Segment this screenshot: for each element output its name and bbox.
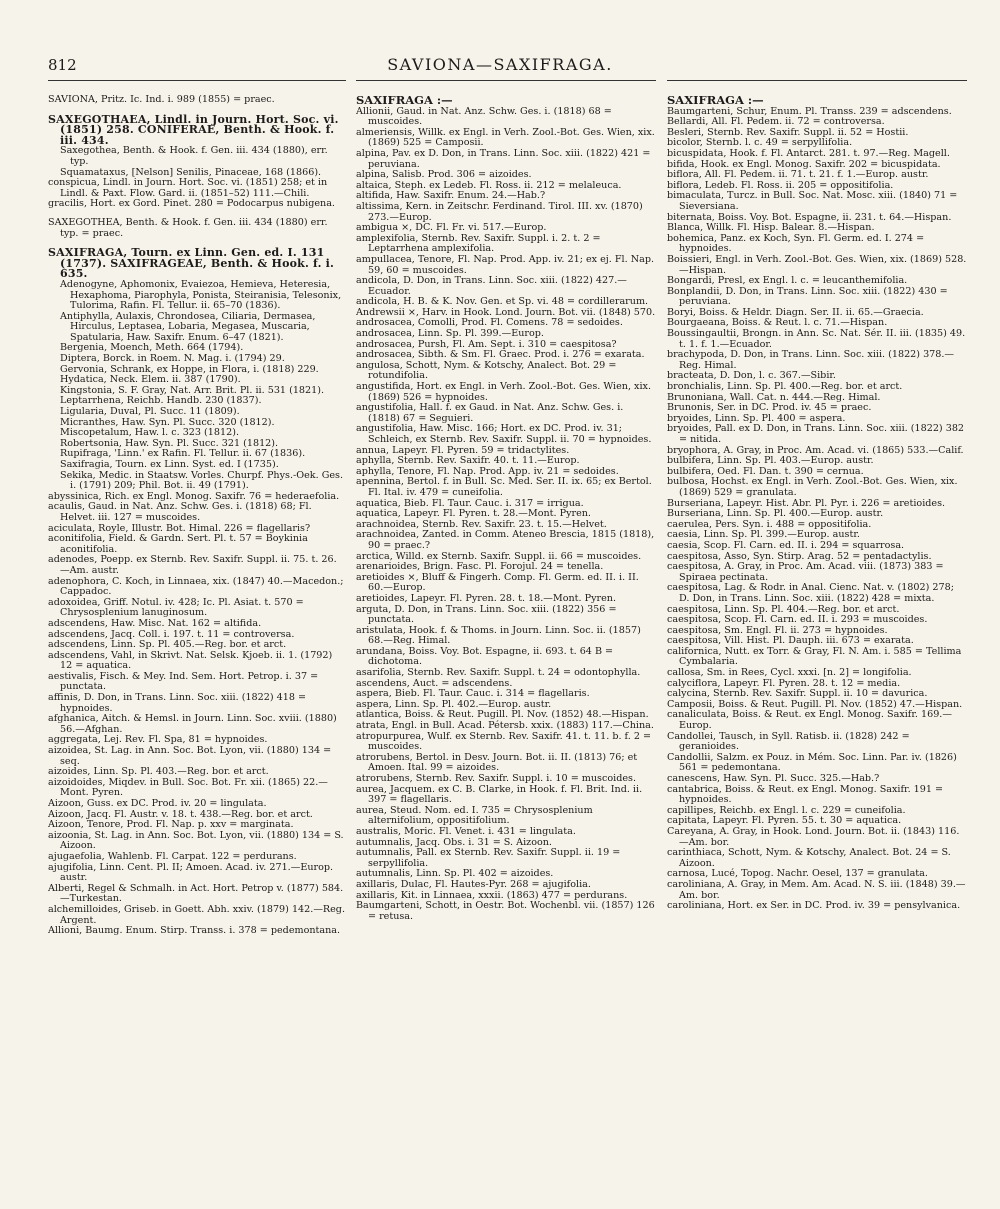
index-entry: bryoides, Pall. ex D. Don, in Trans. Linn. Soc. xiii. (1822) 382 = nitida. — [667, 423, 965, 445]
index-entry: bohemica, Panz. ex Koch, Syn. Fl. Germ. ed. I. 274 = hypnoides. — [667, 232, 925, 255]
index-entry: bronchialis, Linn. Sp. Pl. 400.—Reg. bor. et arct. — [667, 381, 903, 393]
index-entry: Boissieri, Engl. in Verh. Zool.-Bot. Ges. Wien, xix. (1869) 528.—Hispan. — [667, 253, 967, 276]
column-1 — [48, 95, 346, 1159]
index-entry: androsacea, Comolli, Prod. Fl. Comens. 78 = sedoides. — [356, 317, 623, 329]
index-entry: Baumgarteni, Schur, Enum. Pl. Transs. 239 = adscendens. — [667, 105, 952, 117]
index-entry: Aizoon, Tenore, Prod. Fl. Nap. p. xxv = marginata. — [48, 819, 294, 831]
index-entry: ajugaefolia, Wahlenb. Fl. Carpat. 122 = perdurans. — [48, 850, 297, 862]
index-entry: angustifolia, Haw. Misc. 166; Hort. ex DC. Prod. iv. 31; Schleich, ex Sternb. Rev. Saxifr. Suppl. ii. 70 = hypnoides. — [356, 423, 652, 445]
index-entry: aphylla, Tenore, Fl. Nap. Prod. App. iv. 21 = sedoides. — [356, 465, 619, 477]
index-entry: SAXEGOTHAEA, Lindl. in Journ. Hort. Soc. vi. (1851) 258. CONIFERAE, Benth. & Hook. f. iii. 434. — [48, 112, 339, 147]
index-entry: aphylla, Sternb. Rev. Saxifr. 40. t. 11.—Europ. — [356, 455, 580, 467]
index-entry: Boryi, Boiss. & Heldr. Diagn. Ser. II. ii. 65.—Graecia. — [667, 306, 924, 318]
index-entry: Burseriana, Linn. Sp. Pl. 400.—Europ. austr. — [667, 508, 884, 520]
index-entry: bracteata, D. Don, l. c. 367.—Sibir. — [667, 370, 836, 382]
index-entry: adscendens, Linn. Sp. Pl. 405.—Reg. bor. et arct. — [48, 639, 287, 651]
index-entry: aizoides, Linn. Sp. Pl. 403.—Reg. bor. et arct. — [48, 766, 269, 778]
index-entry: Brunoniana, Wall. Cat. n. 444.—Reg. Himal. — [667, 391, 881, 403]
index-entry: aurea, Steud. Nom. ed. I. 735 = Chrysosplenium alternifolium, oppositifolium. — [356, 804, 593, 827]
index-entry: asarifolia, Sternb. Rev. Saxifr. Suppl. t. 24 = odontophylla. — [356, 667, 641, 679]
index-entry: caespitosa, A. Gray, in Proc. Am. Acad. viii. (1873) 383 = Spiraea pectinata. — [667, 561, 944, 583]
index-entry: autumnalis, Linn. Sp. Pl. 402 = aizoides. — [356, 868, 554, 880]
index-entry: capillipes, Reichb. ex Engl. l. c. 229 = cuneifolia. — [667, 804, 906, 816]
index-entry: caroliniana, Hort. ex Ser. in DC. Prod. iv. 39 = pensylvanica. — [667, 900, 961, 912]
index-entry: axillaris, Kit. in Linnaea, xxxii. (1863) 477 = perdurans. — [356, 889, 628, 901]
index-entry: ascendens, Auct. = adscendens. — [356, 677, 513, 689]
index-entry: angulosa, Schott, Nym. & Kotschy, Analect. Bot. 29 = rotundifolia. — [356, 359, 617, 382]
column-3 — [667, 95, 967, 1159]
index-entry: altissima, Kern. in Zeitschr. Ferdinand. Tirol. III. xv. (1870) 273.—Europ. — [356, 200, 643, 223]
index-entry: adenophora, C. Koch, in Linnaea, xix. (1847) 40.—Macedon.; Cappadoc. — [48, 575, 344, 598]
column-2 — [356, 95, 656, 1159]
index-entry: Bergenia, Moench, Meth. 664 (1794). — [60, 342, 244, 354]
index-entry: androsacea, Pursh, Fl. Am. Sept. i. 310 = caespitosa? — [356, 338, 617, 350]
index-entry: canaliculata, Boiss. & Reut. ex Engl. Monog. Saxifr. 169.—Europ. — [667, 709, 952, 732]
index-entry: caespitosa, Linn. Sp. Pl. 404.—Reg. bor. et arct. — [667, 603, 900, 615]
index-entry: callosa, Sm. in Rees, Cycl. xxxi. [n. 2] = longifolia. — [667, 667, 912, 679]
index-entry: ambigua ×, DC. Fl. Fr. vi. 517.—Europ. — [356, 222, 547, 234]
index-entry: caespitosa, Scop. Fl. Carn. ed. II. i. 293 = muscoides. — [667, 614, 928, 626]
index-entry: caespitosa, Asso, Syn. Stirp. Arag. 52 = pentadactylis. — [667, 550, 932, 562]
index-entry: bulbosa, Hochst. ex Engl. in Verh. Zool.-Bot. Ges. Wien, xix. (1869) 529 = granulata. — [667, 476, 958, 498]
index-entry: bimaculata, Turcz. in Bull. Soc. Nat. Mosc. xiii. (1840) 71 = Sieversiana. — [667, 190, 958, 212]
index-entry: andicola, H. B. & K. Nov. Gen. et Sp. vi. 48 = cordillerarum. — [356, 296, 649, 308]
index-entry: Bongardi, Presl, ex Engl. l. c. = leucanthemifolia. — [667, 275, 908, 287]
index-entry: Brunonis, Ser. in DC. Prod. iv. 45 = praec. — [667, 402, 872, 414]
index-entry: SAXIFRAGA, Tourn. ex Linn. Gen. ed. I. 131 (1737). SAXIFRAGEAE, Benth. & Hook. f. i. 635. — [48, 246, 335, 281]
index-entry: Hydatica, Neck. Elem. ii. 387 (1790). — [60, 374, 241, 386]
index-entry: Aizoon, Guss. ex DC. Prod. iv. 20 = lingulata. — [48, 798, 267, 809]
index-entry: aquatica, Lapeyr. Fl. Pyren. t. 28.—Mont. Pyren. — [356, 508, 591, 520]
index-entry: angustifolia, Hall. f. ex Gaud. in Nat. Anz. Schw. Ges. i. (1818) 67 = Seguieri. — [356, 402, 624, 424]
index-entry: Micranthes, Haw. Syn. Pl. Succ. 320 (1812). — [60, 416, 275, 428]
index-entry: biflora, Ledeb. Fl. Ross. ii. 205 = oppositifolia. — [667, 179, 894, 191]
index-entry: caespitosa, Vill. Hist. Pl. Dauph. iii. 673 = exarata. — [667, 635, 914, 647]
index-entry: Burseriana, Lapeyr. Hist. Abr. Pl. Pyr. i. 226 = aretioides. — [667, 497, 946, 509]
index-entry: Squamataxus, [Nelson] Senilis, Pinaceae, 168 (1866). — [60, 166, 322, 178]
index-entry: bicolor, Sternb. l. c. 49 = serpyllifolia. — [667, 137, 853, 149]
index-entry: arguta, D. Don, in Trans. Linn. Soc. xiii. (1822) 356 = punctata. — [356, 603, 617, 626]
index-entry: bryophora, A. Gray, in Proc. Am. Acad. vi. (1865) 533.—Calif. — [667, 444, 964, 456]
index-entry: capitata, Lapeyr. Fl. Pyren. 55. t. 30 = aquatica. — [667, 815, 902, 827]
index-entry: caespitosa, Lag. & Rodr. in Anal. Cienc. Nat. v. (1802) 278; D. Don, in Trans. Linn. Soc. xiii. (1822) 428 = mixta. — [667, 582, 954, 604]
index-entry: atrorubens, Bertol. in Desv. Journ. Bot. ii. II. (1813) 76; et Amoen. Ital. 99 = aizoides. — [356, 751, 638, 774]
index-entry: affinis, D. Don, in Trans. Linn. Soc. xiii. (1822) 418 = hypnoides. — [48, 692, 307, 714]
index-entry: altaica, Steph. ex Ledeb. Fl. Ross. ii. 212 = melaleuca. — [356, 179, 622, 191]
index-entry: canescens, Haw. Syn. Pl. Succ. 325.—Hab.? — [667, 773, 880, 784]
index-entry: Allioni, Baumg. Enum. Stirp. Transs. i. 378 = pedemontana. — [48, 925, 341, 937]
index-entry: Rupifraga, 'Linn.' ex Rafin. Fl. Tellur. ii. 67 (1836). — [60, 448, 306, 460]
index-entry: Bourgaeana, Boiss. & Reut. l. c. 71.—Hispan. — [667, 317, 888, 329]
index-entry: caesia, Linn. Sp. Pl. 399.—Europ. austr. — [667, 529, 860, 541]
index-entry: Bonplandii, D. Don, in Trans. Linn. Soc. xiii. (1822) 430 = peruviana. — [667, 285, 948, 308]
index-entry: Besleri, Sternb. Rev. Saxifr. Suppl. ii. 52 = Hostii. — [667, 126, 909, 138]
index-entry: adscendens, Haw. Misc. Nat. 162 = altifida. — [48, 617, 262, 629]
index-entry: aizoidea, St. Lag. in Ann. Soc. Bot. Lyon, vii. (1880) 134 = seq. — [48, 745, 332, 767]
index-entry: caesia, Scop. Fl. Carn. ed. II. i. 294 = squarrosa. — [667, 539, 905, 551]
index-entry: caespitosa, Sm. Engl. Fl. ii. 273 = hypnoides. — [667, 624, 888, 636]
index-entry: Kingstonia, S. F. Gray, Nat. Arr. Brit. Pl. ii. 531 (1821). — [60, 384, 325, 396]
index-entry: androsacea, Linn. Sp. Pl. 399.—Europ. — [356, 328, 544, 340]
index-entry: atropurpurea, Wulf. ex Sternb. Rev. Saxifr. 41. t. 11. b. f. 2 = muscoides. — [356, 730, 652, 753]
index-entry: almeriensis, Willk. ex Engl. in Verh. Zool.-Bot. Ges. Wien, xix. (1869) 525 = Camposii. — [356, 126, 655, 149]
index-entry: caroliniana, A. Gray, in Mem. Am. Acad. N. S. iii. (1848) 39.—Am. bor. — [667, 878, 966, 901]
index-entry: arundana, Boiss. Voy. Bot. Espagne, ii. 693. t. 64 B = dichotoma. — [356, 645, 614, 668]
index-entry: bifida, Hook. ex Engl. Monog. Saxifr. 202 = bicuspidata. — [667, 158, 941, 170]
index-entry: alchemilloides, Griseb. in Goett. Abh. xxiv. (1879) 142.—Reg. Argent. — [48, 903, 346, 926]
index-entry: carnosa, Lucé, Topog. Nachr. Oesel, 137 = granulata. — [667, 868, 928, 880]
index-entry: Andrewsii ×, Harv. in Hook. Lond. Journ. Bot. vii. (1848) 570. — [356, 306, 656, 318]
index-entry: Boussingaultii, Brongn. in Ann. Sc. Nat. Sér. II. iii. (1835) 49. t. 1. f. 1.—Ecuador. — [667, 328, 966, 350]
index-entry: Gervonia, Schrank, ex Hoppe, in Flora, i. (1818) 229. — [60, 363, 319, 375]
index-entry: bicuspidata, Hook. f. Fl. Antarct. 281. t. 97.—Reg. Magell. — [667, 147, 950, 159]
index-entry: Allionii, Gaud. in Nat. Anz. Schw. Ges. i. (1818) 68 = muscoides. — [356, 105, 612, 128]
index-entry: Miscopetalum, Haw. l. c. 323 (1812). — [60, 427, 240, 439]
index-entry: californica, Nutt. ex Torr. & Gray, Fl. N. Am. i. 585 = Tellima Cymbalaria. — [667, 645, 962, 668]
index-entry: Careyana, A. Gray, in Hook. Lond. Journ. Bot. ii. (1843) 116.—Am. bor. — [667, 825, 960, 848]
index-entry: aconitifolia, Field. & Gardn. Sert. Pl. t. 57 = Boykinia aconitifolia. — [48, 533, 308, 555]
index-entry: adscendens, Vahl, in Skrivt. Nat. Selsk. Kjoeb. ii. 1. (1792) 12 = aquatica. — [48, 649, 333, 672]
index-entry: carinthiaca, Schott, Nym. & Kotschy, Analect. Bot. 24 = S. Aizoon. — [667, 847, 951, 869]
column-heading: SAXIFRAGA :— — [356, 95, 453, 107]
index-entry: autumnalis, Pall. ex Sternb. Rev. Saxifr. Suppl. ii. 19 = serpyllifolia. — [356, 847, 621, 869]
index-entry: arenarioides, Brign. Fasc. Pl. Forojul. 24 = tenella. — [356, 561, 604, 573]
index-entry: conspicua, Lindl. in Journ. Hort. Soc. vi. (1851) 258; et in Lindl. & Paxt. Flow. Gard. ii. (1851–52) 111.—Chili. — [48, 177, 328, 199]
running-head: SAVIONA—SAXIFRAGA. — [387, 55, 613, 74]
index-entry: Adenogyne, Aphomonix, Evaiezoa, Hemieva, Heteresia, Hexaphoma, Piarophyla, Ponista, Steiranisia, Telesonix, Tulorima, Rafin. Fl. Tellur. ii. 65–70 (1836). — [60, 278, 342, 312]
index-entry: Antiphylla, Aulaxis, Chrondosea, Ciliaria, Dermasea, Hirculus, Leptasea, Lobaria, Megasea, Muscaria, Spatularia, Haw. Saxifr. Enum. 6–47 (1821). — [60, 310, 316, 343]
index-entry: angustifida, Hort. ex Engl. in Verh. Zool.-Bot. Ges. Wien, xix. (1869) 526 = hypnoides. — [356, 381, 651, 403]
index-entry: arachnoidea, Zanted. in Comm. Ateneo Brescia, 1815 (1818), 90 = praec.? — [356, 529, 655, 551]
index-entry: axillaris, Dulac, Fl. Hautes-Pyr. 268 = ajugifolia. — [356, 878, 591, 890]
index-entry: Diptera, Borck. in Roem. N. Mag. i. (1794) 29. — [60, 353, 285, 365]
index-entry: Saxifragia, Tourn. ex Linn. Syst. ed. I (1735). — [60, 459, 279, 470]
index-entry: brachypoda, D. Don, in Trans. Linn. Soc. xiii. (1822) 378.—Reg. Himal. — [667, 349, 955, 371]
index-entry: adoxoidea, Griff. Notul. iv. 428; Ic. Pl. Asiat. t. 570 = Chrysosplenium lanuginosum. — [48, 596, 304, 619]
index-entry: Camposii, Boiss. & Reut. Pugill. Pl. Nov. (1852) 47.—Hispan. — [667, 698, 963, 710]
index-entry: SAVIONA, Pritz. Ic. Ind. i. 989 (1855) = praec. — [48, 95, 275, 105]
index-entry: aquatica, Bieb. Fl. Taur. Cauc. i. 317 = irrigua. — [356, 497, 584, 509]
index-entry: adscendens, Jacq. Coll. i. 197. t. 11 = controversa. — [48, 628, 295, 640]
index-entry: androsacea, Sibth. & Sm. Fl. Graec. Prod. i. 276 = exarata. — [356, 349, 645, 361]
index-entry: Bellardi, All. Fl. Pedem. ii. 72 = controversa. — [667, 116, 885, 128]
index-entry: aspera, Bieb. Fl. Taur. Cauc. i. 314 = flagellaris. — [356, 688, 590, 700]
index-entry: annua, Lapeyr. Fl. Pyren. 59 = tridactylites. — [356, 444, 570, 456]
header-rule — [48, 80, 346, 81]
index-entry: biternata, Boiss. Voy. Bot. Espagne, ii. 231. t. 64.—Hispan. — [667, 211, 952, 223]
index-entry: Baumgarteni, Schott, in Oestr. Bot. Wochenbl. vii. (1857) 126 = retusa. — [356, 900, 655, 922]
index-entry: aretioides, Lapeyr. Fl. Pyren. 28. t. 18.—Mont. Pyren. — [356, 592, 617, 604]
index-entry: Robertsonia, Haw. Syn. Pl. Succ. 321 (1812). — [60, 437, 279, 449]
index-entry: afghanica, Aitch. & Hemsl. in Journ. Linn. Soc. xviii. (1880) 56.—Afghan. — [48, 713, 337, 735]
index-entry: bulbifera, Oed. Fl. Dan. t. 390 = cernua. — [667, 465, 864, 477]
index-entry: calyciflora, Lapeyr. Fl. Pyren. 28. t. 12 = media. — [667, 677, 901, 689]
index-entry: gracilis, Hort. ex Gord. Pinet. 280 = Podocarpus nubigena. — [48, 198, 335, 210]
index-entry: Ligularia, Duval, Pl. Succ. 11 (1809). — [60, 406, 240, 418]
index-entry: andicola, D. Don, in Trans. Linn. Soc. xiii. (1822) 427.—Ecuador. — [356, 275, 627, 297]
index-entry: atrata, Engl. in Bull. Acad. Pétersb. xxix. (1883) 117.—China. — [356, 720, 654, 732]
index-entry: ajugifolia, Linn. Cent. Pl. II; Amoen. Acad. iv. 271.—Europ. austr. — [48, 861, 334, 884]
index-entry: australis, Moric. Fl. Venet. i. 431 = lingulata. — [356, 825, 576, 837]
index-entry: aizoidoides, Miqdev. in Bull. Soc. Bot. Fr. xii. (1865) 22.—Mont. Pyren. — [48, 776, 328, 799]
index-entry: aspera, Linn. Sp. Pl. 402.—Europ. austr. — [356, 698, 552, 710]
index-entry: cantabrica, Boiss. & Reut. ex Engl. Monog. Saxifr. 191 = hypnoides. — [667, 783, 944, 806]
page-number: 812 — [48, 56, 77, 74]
index-entry: aizoonia, St. Lag. in Ann. Soc. Bot. Lyon, vii. (1880) 134 = S. Aizoon. — [48, 829, 344, 852]
index-entry: Alberti, Regel & Schmalh. in Act. Hort. Petrop v. (1877) 584.—Turkestan. — [48, 882, 344, 905]
index-entry: abyssinica, Rich. ex Engl. Monog. Saxifr. 76 = hederaefolia. — [48, 490, 340, 502]
index-entry: arachnoidea, Sternb. Rev. Saxifr. 23. t. 15.—Helvet. — [356, 518, 607, 530]
index-entry: acaulis, Gaud. in Nat. Anz. Schw. Ges. i. (1818) 68; Fl. Helvet. iii. 127 = muscoides. — [48, 501, 312, 523]
header-rule — [356, 80, 656, 81]
index-entry: ampullacea, Tenore, Fl. Nap. Prod. App. iv. 21; ex ej. Fl. Nap. 59, 60 = muscoides. — [356, 253, 655, 276]
index-entry: aciculata, Royle, Illustr. Bot. Himal. 226 = flagellaris? — [48, 522, 311, 534]
index-entry: adenodes, Poepp. ex Sternb. Rev. Saxifr. Suppl. ii. 75. t. 26.—Am. austr. — [48, 554, 337, 576]
index-entry: aristulata, Hook. f. & Thoms. in Journ. Linn. Soc. ii. (1857) 68.—Reg. Himal. — [356, 624, 641, 647]
index-entry: arctica, Willd. ex Sternb. Saxifr. Suppl. ii. 66 = muscoides. — [356, 550, 642, 562]
index-entry: Leptarrhena, Reichb. Handb. 230 (1837). — [60, 395, 262, 407]
index-entry: amplexifolia, Sternb. Rev. Saxifr. Suppl. i. 2. t. 2 = Leptarrhena amplexifolia. — [356, 232, 601, 255]
index-entry: apennina, Bertol. f. in Bull. Sc. Med. Ser. II. ix. 65; ex Bertol. Fl. Ital. iv. 479 = cuneifolia. — [356, 476, 652, 498]
index-entry: alpina, Pav. ex D. Don, in Trans. Linn. Soc. xiii. (1822) 421 = peruviana. — [356, 147, 651, 170]
index-entry: alpina, Salisb. Prod. 306 = aizoides. — [356, 169, 532, 181]
index-entry: caerulea, Pers. Syn. i. 488 = oppositifolia. — [667, 518, 872, 530]
index-entry: bryoides, Linn. Sp. Pl. 400 = aspera. — [667, 412, 846, 424]
index-entry: biflora, All. Fl. Pedem. ii. 71. t. 21. f. 1.—Europ. austr. — [667, 169, 929, 181]
index-entry: Sekika, Medic. in Staatsw. Vorles. Churpf. Phys.-Oek. Ges. i. (1791) 209; Phil. Bot. ii. 49 (1791). — [60, 469, 344, 492]
index-entry: Candollei, Tausch, in Syll. Ratisb. ii. (1828) 242 = geranioides. — [667, 730, 910, 753]
index-entry: Candollii, Salzm. ex Pouz. in Mém. Soc. Linn. Par. iv. (1826) 561 = pedemontana. — [667, 751, 957, 774]
index-entry: Blanca, Willk. Fl. Hisp. Balear. 8.—Hispan. — [667, 222, 875, 234]
column-heading: SAXIFRAGA :— — [667, 95, 764, 107]
index-entry: calycina, Sternb. Rev. Saxifr. Suppl. ii. 10 = davurica. — [667, 688, 928, 700]
index-entry: aurea, Jacquem. ex C. B. Clarke, in Hook. f. Fl. Brit. Ind. ii. 397 = flagellaris. — [356, 783, 643, 806]
index-entry: aestivalis, Fisch. & Mey. Ind. Sem. Hort. Petrop. i. 37 = punctata. — [48, 670, 319, 693]
index-entry: altifida, Haw. Saxifr. Enum. 24.—Hab.? — [356, 190, 546, 202]
index-entry: Aizoon, Jacq. Fl. Austr. v. 18. t. 438.—Reg. bor. et arct. — [48, 808, 313, 820]
index-entry: SAXEGOTHEA, Benth. & Hook. f. Gen. iii. 434 (1880) err. typ. = praec. — [48, 216, 328, 239]
index-entry: atrorubens, Sternb. Rev. Saxifr. Suppl. i. 10 = muscoides. — [356, 773, 636, 784]
index-entry: aggregata, Lej. Rev. Fl. Spa, 81 = hypnoides. — [48, 734, 268, 746]
index-entry: bulbifera, Linn. Sp. Pl. 403.—Europ. austr. — [667, 455, 874, 467]
index-entry: Saxegothea, Benth. & Hook. f. Gen. iii. 434 (1880), err. typ. — [60, 145, 328, 167]
index-entry: atlantica, Boiss. & Reut. Pugill. Pl. Nov. (1852) 48.—Hispan. — [356, 709, 649, 721]
index-entry: autumnalis, Jacq. Obs. i. 31 = S. Aizoon. — [356, 836, 552, 848]
header-rule — [667, 80, 967, 81]
index-entry: aretioides ×, Bluff & Fingerh. Comp. Fl. Germ. ed. II. i. II. 60.—Europ. — [356, 571, 639, 594]
